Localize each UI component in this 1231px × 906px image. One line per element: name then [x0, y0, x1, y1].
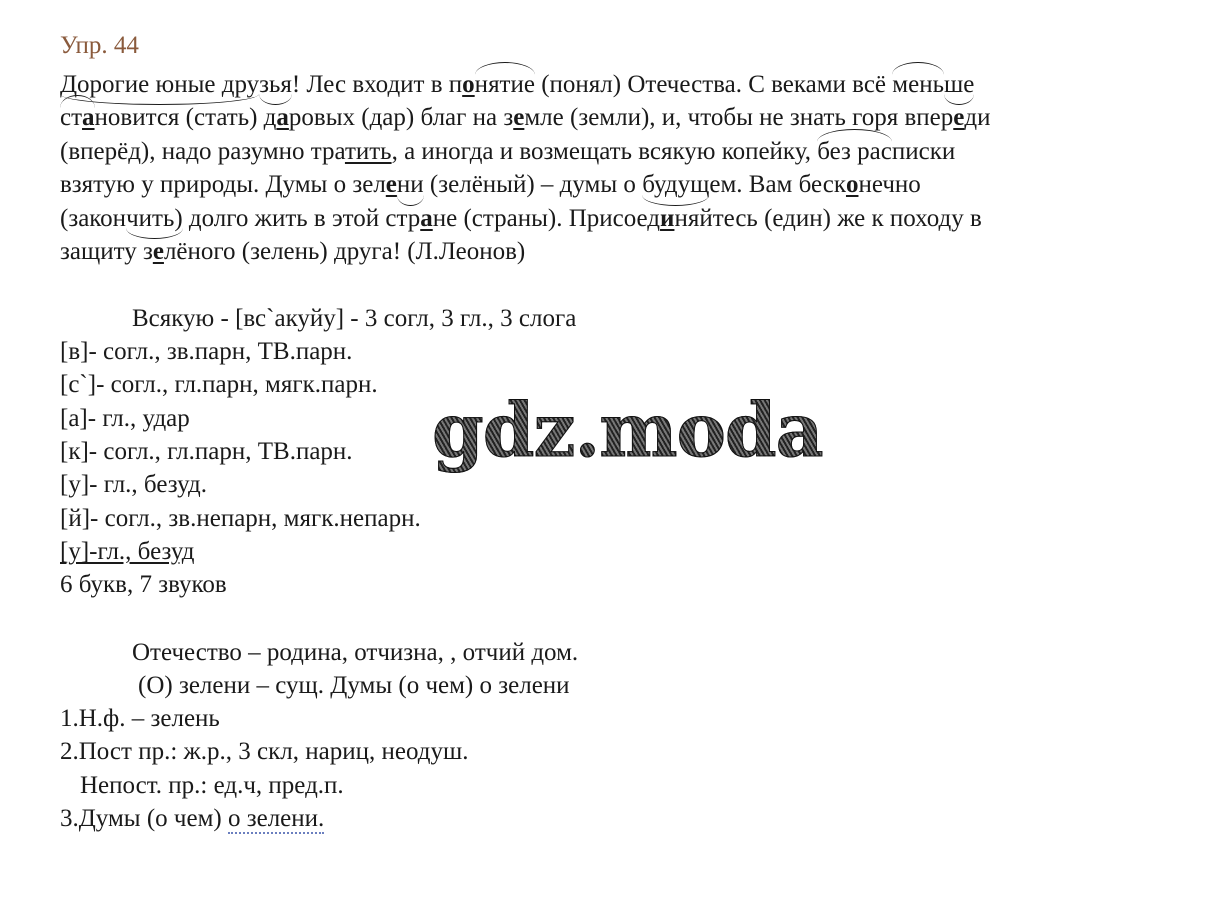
vowel-mark: и — [660, 204, 675, 232]
root-mark: ста — [60, 101, 95, 134]
ending-mark: зья — [259, 68, 292, 101]
ending-mark: ни — [397, 168, 424, 201]
vowel-mark: о — [845, 171, 859, 199]
ending-mark: чить) — [126, 202, 183, 235]
vowel-mark: е — [152, 238, 164, 266]
exercise-title: Упр. 44 — [60, 32, 139, 59]
morph-step-2b: Непост. пр.: ед.ч, пред.п. — [80, 772, 344, 799]
vowel-mark: е — [953, 104, 965, 132]
text-line-2: становится (стать) даровых (дар) благ на земле (земли), и, чтобы не знать горя впереди — [60, 104, 991, 131]
root-mark: будущ — [642, 168, 709, 201]
analysis-line: [й]- согл., зв.непарн, мягк.непарн. — [60, 505, 421, 532]
vowel-mark: е — [513, 104, 525, 132]
morph-step-3: 3.Думы (о чем) о зелени. — [60, 805, 325, 832]
analysis-line: [у]-гл., безуд — [60, 538, 195, 565]
ending-mark: ше — [944, 68, 974, 101]
analysis-line: [у]- гл., безуд. — [60, 471, 207, 498]
vowel-mark: о — [462, 71, 475, 98]
text-line-4: взятую у природы. Думы о зелени (зелёный) – думы о будущем. Вам бесконечно — [60, 171, 921, 198]
analysis-summary: 6 букв, 7 звуков — [60, 571, 227, 598]
synonyms-line: Отечество – родина, отчизна, , отчий дом. — [132, 639, 579, 666]
watermark-logo: gdz.moda — [432, 388, 823, 474]
vowel-mark: а — [276, 104, 289, 132]
analysis-line: [к]- согл., гл.парн, ТВ.парн. — [60, 438, 353, 465]
prefix-mark: без рас — [817, 135, 892, 168]
exercise-text — [60, 68, 1170, 268]
text-line-1: Дорогие юные друзья! Лес входит в понятие (понял) Отечества. С веками всё меньше — [60, 71, 974, 98]
dotted-underline: о зелени. — [227, 805, 325, 832]
text-line-3: (вперёд), надо разумно тратить, а иногда и возмещать всякую копейку, без расписки — [60, 138, 955, 165]
suffix-mark: мень — [892, 68, 944, 101]
morph-step-2: 2.Пост пр.: ж.р., 3 скл, нариц, неодуш. — [60, 738, 469, 765]
morph-word-line: (О) зелени – сущ. Думы (о чем) о зелени — [138, 672, 570, 699]
text-line-6: защиту зелёного (зелень) друга! (Л.Леонов) — [60, 238, 526, 266]
vowel-mark: е — [385, 171, 397, 199]
underlined-word: тить — [344, 137, 392, 165]
text-line-5: (закончить) долго жить в этой стране (страны). Присоединяйтесь (един) же к походу в — [60, 205, 982, 232]
analysis-line: [в]- согл., зв.парн, ТВ.парн. — [60, 338, 353, 365]
analysis-line: [а]- гл., удар — [60, 405, 190, 432]
analysis-line: [с`]- согл., гл.парн, мягк.парн. — [60, 371, 378, 398]
root-mark: нятие — [475, 68, 535, 101]
analysis-header: Всякую - [вс`акуйу] - 3 согл, 3 гл., 3 слога — [132, 305, 577, 332]
morph-step-1: 1.Н.ф. – зелень — [60, 705, 220, 732]
vowel-mark: а — [420, 204, 433, 232]
root-mark: Дорогие юные дру — [60, 68, 259, 101]
